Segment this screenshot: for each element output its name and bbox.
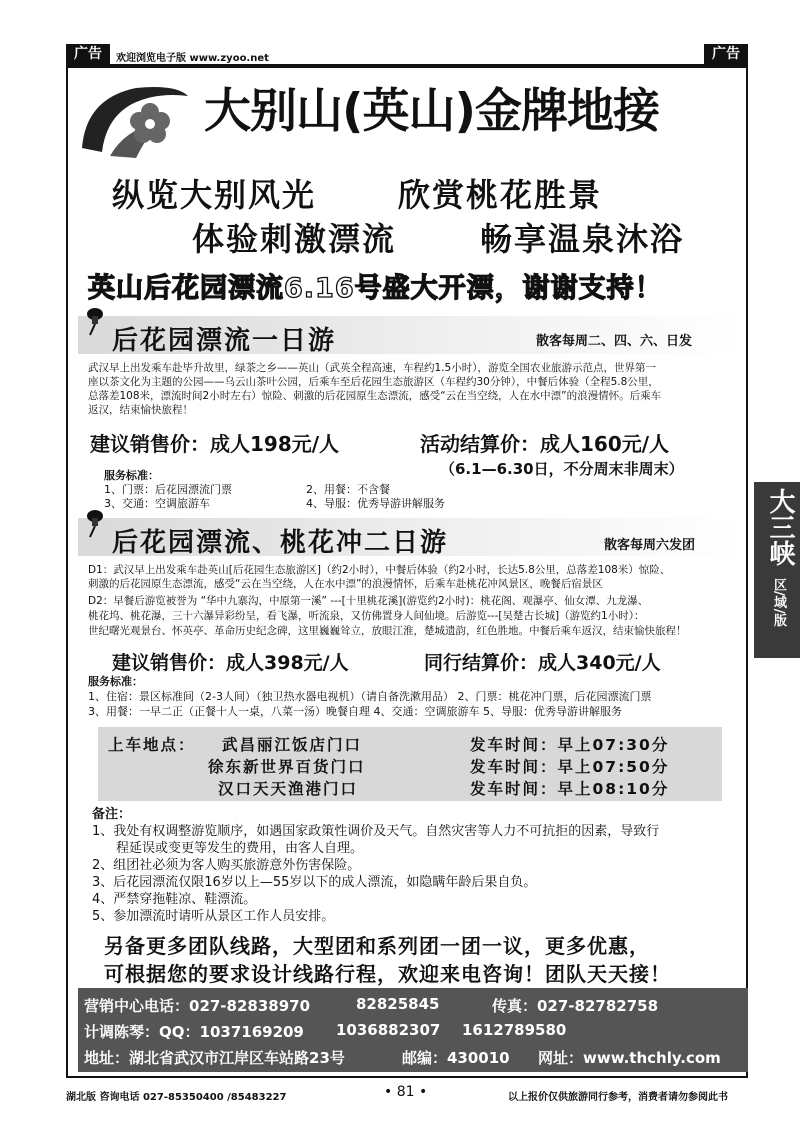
tour1-desc-line: 座以茶文化为主题的公园——乌云山茶叶公园，后乘车至后花园生态旅游区（车程约30分钟），中餐后体验（全程5.8公里， bbox=[88, 376, 659, 388]
tour2-settle-price: 同行结算价：成人340元/人 bbox=[424, 652, 661, 674]
tour2-itinerary-line: 刺激的后花园原生态漂流，感受“云在当空绕，人在水中漂”的浪漫情怀，后乘车赴桃花冲风景区，晚餐后宿景区 bbox=[88, 578, 603, 590]
slogan-1a: 纵览大别风光 bbox=[112, 176, 317, 214]
closing-line: 可根据您的要求设计线路行程，欢迎来电咨询！团队天天接！ bbox=[104, 962, 671, 986]
region-side-tab bbox=[754, 482, 800, 658]
tour2-service-line: 1、住宿：景区标准间（2-3人间）（独卫热水器电视机）（请自备洗漱用品） 2、门票：桃花冲门票，后花园漂流门票 bbox=[88, 690, 652, 703]
ad-tag-right: 广告 bbox=[704, 44, 748, 64]
fax-number: 传真：027-82782758 bbox=[492, 997, 659, 1015]
address: 地址：湖北省武汉市江岸区车站路23号 bbox=[84, 1049, 345, 1067]
footer-right: 以上报价仅供旅游同行参考，消费者请勿参阅此书 bbox=[508, 1092, 728, 1103]
planner-qq-2: 1036882307 bbox=[336, 1021, 441, 1039]
side-tab-title: 大三峡 bbox=[765, 488, 795, 566]
tour2-itinerary-line: 世纪曙光观景台、怀英亭、革命历史纪念碑，这里巍巍耸立，放眼江淮，楚城遗韵，红色胜地。中餐后乘车返汉，结束愉快旅程！ bbox=[88, 625, 687, 637]
footer-left: 湖北版 咨询电话 027-85350400 /85483227 bbox=[66, 1092, 287, 1103]
postcode: 邮编：430010 bbox=[402, 1049, 510, 1067]
tour1-sale-price: 建议销售价：成人198元/人 bbox=[90, 432, 340, 456]
departure-location: 徐东新世界百货门口 bbox=[208, 758, 366, 776]
note-item: 5、参加漂流时请听从景区工作人员安排。 bbox=[92, 909, 335, 924]
tour2-itinerary-line: D1：武汉早上出发乘车赴英山[后花园生态旅游区]（约2小时），中餐后体验（约2小时，长达5.8公里，总落差108米）惊险、 bbox=[88, 564, 671, 576]
page-number: • 81 • bbox=[384, 1084, 428, 1100]
note-item: 程延误或变更等发生的费用，由客人自理。 bbox=[116, 841, 364, 856]
pushpin-icon bbox=[84, 508, 106, 538]
tour2-itinerary-line: 桃花坞、桃花瀑，三十六瀑异彩纷呈，看飞瀑，听流泉，又仿佛置身人间仙境。后游览---[吴楚古长城]（游览约1小时）： bbox=[88, 610, 645, 622]
slogan-2a: 体验刺激漂流 bbox=[192, 220, 397, 258]
tour1-service-item: 3、交通：空调旅游车 bbox=[104, 497, 210, 510]
planner-qq-3: 1612789580 bbox=[462, 1021, 567, 1039]
tour1-service-item: 1、门票：后花园漂流门票 bbox=[104, 483, 232, 496]
tour2-itinerary-line: D2：早餐后游览被誉为 “华中九寨沟，中原第一溪” ---[十里桃花溪](游览约2小时)：桃花阁、观瀑亭、仙女潭、九龙瀑、 bbox=[88, 595, 649, 607]
sales-phone-2: 82825845 bbox=[356, 995, 440, 1013]
main-title: 大别山(英山)金牌地接 bbox=[204, 84, 659, 139]
ad-tag-left: 广告 bbox=[66, 44, 110, 64]
welcome-text: 欢迎浏览电子版 www.zyoo.net bbox=[116, 53, 269, 64]
slogan-2b: 畅享温泉沐浴 bbox=[480, 220, 685, 258]
slogan-1b: 欣赏桃花胜景 bbox=[398, 176, 603, 214]
pushpin-icon bbox=[84, 306, 106, 336]
departure-time: 发车时间：早上07:50分 bbox=[470, 758, 670, 776]
planner-qq: 计调陈琴：QQ：1037169209 bbox=[84, 1023, 304, 1041]
website: 网址：www.thchly.com bbox=[538, 1049, 721, 1067]
note-item: 3、后花园漂流仅限16岁以上—55岁以下的成人漂流，如隐瞒年龄后果自负。 bbox=[92, 875, 537, 890]
notes-title: 备注： bbox=[92, 807, 132, 822]
departure-location: 汉口天天渔港门口 bbox=[218, 780, 359, 798]
departure-label: 上车地点： bbox=[108, 736, 196, 754]
tour1-desc-line: 总落差108米，漂流时间2小时左右）惊险、刺激的后花园原生态漂流，感受“云在当空绕，人在水中漂”的浪漫情怀。后乘车 bbox=[88, 390, 662, 402]
tour2-service-line: 3、用餐：一早二正（正餐十人一桌，八菜一汤）晚餐自理 4、交通：空调旅游车 5、导服：优秀导游讲解服务 bbox=[88, 705, 622, 718]
departure-time: 发车时间：早上08:10分 bbox=[470, 780, 670, 798]
tour1-desc-line: 武汉早上出发乘车赴毕升故里，绿茶之乡——英山（武英全程高速，车程约1.5小时），游览全国农业旅游示范点，世界第一 bbox=[88, 362, 656, 374]
tour2-title: 后花园漂流、桃花冲二日游 bbox=[112, 528, 449, 558]
tour2-schedule: 散客每周六发团 bbox=[604, 538, 696, 553]
note-item: 2、组团社必须为客人购买旅游意外伤害保险。 bbox=[92, 858, 361, 873]
sales-phone: 营销中心电话：027-82838970 bbox=[84, 997, 311, 1015]
note-item: 1、我处有权调整游览顺序，如遇国家政策性调价及天气。自然灾害等人力不可抗拒的因素，导致行 bbox=[92, 824, 660, 839]
tour1-period: （6.1—6.30日，不分周末非周末） bbox=[440, 460, 684, 478]
tour2-sale-price: 建议销售价：成人398元/人 bbox=[112, 652, 349, 674]
agency-logo-icon bbox=[76, 78, 194, 162]
tour2-service-title: 服务标准： bbox=[88, 675, 143, 688]
tour1-service-title: 服务标准： bbox=[104, 469, 159, 482]
tour1-settle-price: 活动结算价：成人160元/人 bbox=[420, 432, 670, 456]
tour1-service-item: 2、用餐：不含餐 bbox=[306, 483, 390, 496]
departure-time: 发车时间：早上07:30分 bbox=[470, 736, 670, 754]
side-tab-subtitle: 区/域/版 bbox=[771, 578, 786, 627]
note-item: 4、严禁穿拖鞋凉、鞋漂流。 bbox=[92, 892, 257, 907]
departure-location: 武昌丽江饭店门口 bbox=[222, 736, 363, 754]
tour1-desc-line: 返汉，结束愉快旅程！ bbox=[88, 404, 193, 416]
tour1-title: 后花园漂流一日游 bbox=[112, 326, 337, 356]
tour1-schedule: 散客每周二、四、六、日发 bbox=[536, 334, 693, 349]
opening-banner: 英山后花园漂流6.16号盛大开漂，谢谢支持！ bbox=[88, 273, 663, 304]
tour1-service-item: 4、导服：优秀导游讲解服务 bbox=[306, 497, 445, 510]
closing-line: 另备更多团队线路，大型团和系列团一团一议，更多优惠， bbox=[104, 934, 650, 958]
